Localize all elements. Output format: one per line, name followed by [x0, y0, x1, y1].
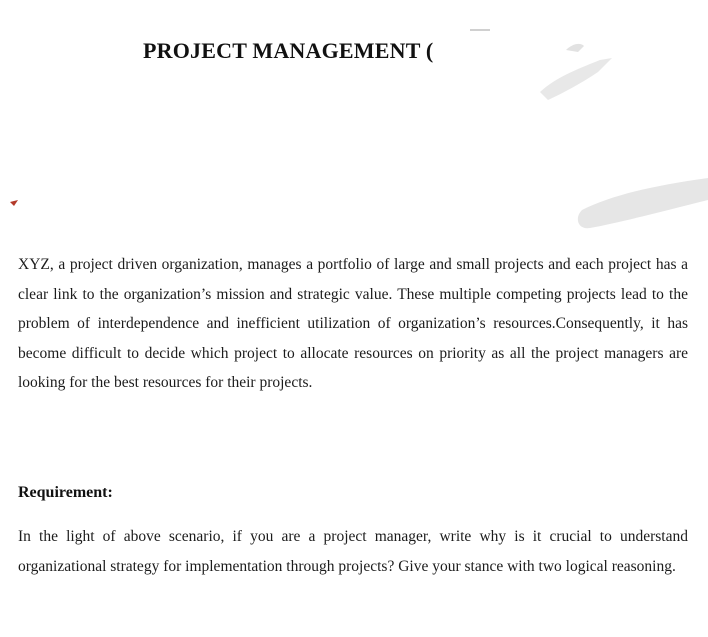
document-title: PROJECT MANAGEMENT (	[143, 38, 434, 63]
redaction-scribble-top	[540, 58, 612, 100]
redaction-scribble-top-2	[566, 44, 584, 52]
requirement-heading: Requirement:	[18, 484, 113, 501]
requirement-paragraph: In the light of above scenario, if you are a project manager, write why is it crucial to understand organizational strategy for implementation through projects? Give your stance with two logical reasoning.	[18, 528, 688, 575]
redaction-scribble-right	[578, 178, 708, 228]
scenario-paragraph: XYZ, a project driven organization, manages a portfolio of large and small projects and each project has a clear link to the organization’s mission and strategic value. These multiple competing projects lead to the problem of interdependence and inefficient utilization of organization’s resources.Consequently, it has become difficult to decide which project to allocate resources on priority as all the project managers are looking for the best resources for their projects.	[18, 256, 688, 392]
redaction-mark-left	[10, 200, 18, 206]
